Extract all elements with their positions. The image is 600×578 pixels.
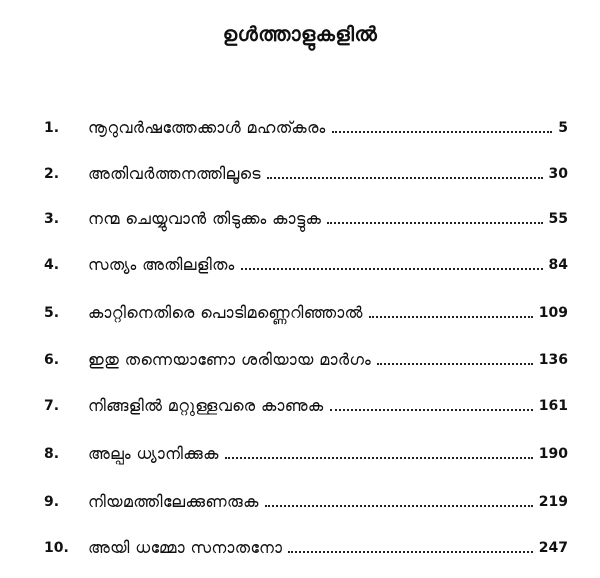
entry-number: 7. bbox=[44, 398, 60, 414]
toc-entry bbox=[0, 388, 600, 418]
entry-line bbox=[88, 538, 568, 558]
page-title: ഉൾത്താളുകളിൽ bbox=[222, 22, 378, 46]
entry-page-number: 136 bbox=[538, 352, 568, 368]
entry-title: സത്യം അതിലളിതം bbox=[88, 255, 235, 274]
entry-title: അയി ധമ്മോ സനാതനോ bbox=[88, 538, 283, 557]
entry-page-number: 55 bbox=[548, 211, 568, 227]
entry-page-number: 5 bbox=[558, 120, 568, 136]
dot-leader bbox=[369, 316, 533, 318]
dot-leader bbox=[225, 457, 533, 459]
toc-entry bbox=[0, 110, 600, 140]
toc-entry bbox=[0, 484, 600, 514]
entry-number: 10. bbox=[44, 540, 69, 556]
entry-page-number: 109 bbox=[538, 305, 568, 321]
entry-title: അല്പം ധ്യാനിക്കുക bbox=[88, 444, 219, 463]
entry-page-number: 219 bbox=[538, 494, 568, 510]
dot-leader bbox=[267, 177, 543, 179]
toc-entry bbox=[0, 247, 600, 277]
entry-number: 1. bbox=[44, 120, 60, 136]
dot-leader bbox=[241, 268, 543, 270]
dot-leader bbox=[330, 409, 533, 411]
toc-entry bbox=[0, 530, 600, 560]
entry-page-number: 247 bbox=[538, 540, 568, 556]
toc-entry bbox=[0, 156, 600, 186]
entry-line bbox=[88, 164, 568, 184]
entry-title: നിയമത്തിലേക്കുണരുക bbox=[88, 492, 259, 511]
entry-page-number: 190 bbox=[538, 446, 568, 462]
entry-number: 8. bbox=[44, 446, 60, 462]
entry-number: 5. bbox=[44, 305, 60, 321]
entry-title: കാറ്റിനെതിരെ പൊടിമണ്ണെറിഞ്ഞാൽ bbox=[88, 303, 363, 322]
entry-title: നിങ്ങളിൽ മറ്റുള്ളവരെ കാണുക bbox=[88, 396, 324, 415]
dot-leader bbox=[377, 363, 533, 365]
entry-title: ഇതു തന്നെയാണോ ശരിയായ മാർഗം bbox=[88, 350, 372, 369]
entry-number: 9. bbox=[44, 494, 60, 510]
entry-line bbox=[88, 350, 568, 370]
entry-line bbox=[88, 396, 568, 416]
entry-title: നന്മ ചെയ്യുവാൻ തിടുക്കം കാട്ടുക bbox=[88, 209, 322, 228]
entry-line bbox=[88, 444, 568, 464]
entry-line bbox=[88, 255, 568, 275]
dot-leader bbox=[288, 551, 532, 553]
entry-line bbox=[88, 303, 568, 323]
entry-title: അതിവർത്തനത്തിലൂടെ bbox=[88, 164, 261, 183]
toc-entry bbox=[0, 295, 600, 325]
entry-title: നൂറുവർഷത്തേക്കാൾ മഹത്കരം bbox=[88, 118, 326, 137]
entry-number: 2. bbox=[44, 166, 60, 182]
entry-page-number: 161 bbox=[538, 398, 568, 414]
entry-page-number: 84 bbox=[548, 257, 568, 273]
toc-entry bbox=[0, 201, 600, 231]
entry-line bbox=[88, 118, 568, 138]
entry-number: 4. bbox=[44, 257, 60, 273]
entry-line bbox=[88, 209, 568, 229]
dot-leader bbox=[327, 222, 542, 224]
entry-number: 6. bbox=[44, 352, 60, 368]
entry-number: 3. bbox=[44, 211, 60, 227]
toc-entry bbox=[0, 436, 600, 466]
toc-entry bbox=[0, 342, 600, 372]
entry-page-number: 30 bbox=[548, 166, 568, 182]
dot-leader bbox=[265, 505, 533, 507]
dot-leader bbox=[332, 131, 553, 133]
entry-line bbox=[88, 492, 568, 512]
